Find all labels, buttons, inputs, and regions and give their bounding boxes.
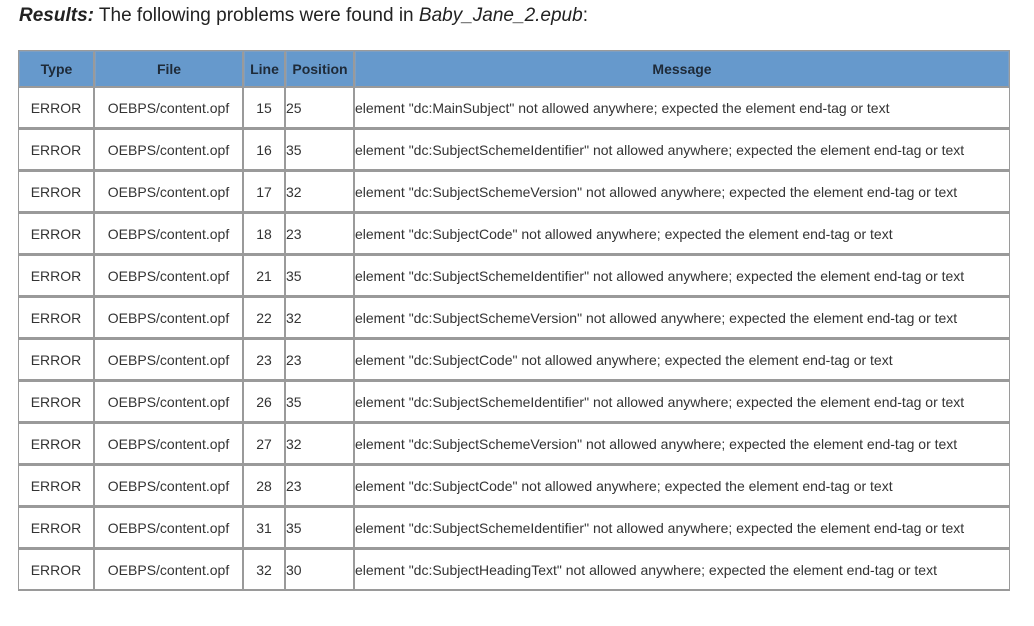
cell-type: ERROR xyxy=(19,88,95,130)
cell-file: OEBPS/content.opf xyxy=(95,88,244,130)
cell-message: element "dc:MainSubject" not allowed anywhere; expected the element end-tag or text xyxy=(355,88,1009,130)
cell-position: 32 xyxy=(286,424,355,466)
epub-filename: Baby_Jane_2.epub xyxy=(418,5,583,26)
table-row xyxy=(19,172,1009,214)
table-row xyxy=(19,550,1009,590)
table-row xyxy=(19,424,1009,466)
cell-file: OEBPS/content.opf xyxy=(95,172,244,214)
cell-file: OEBPS/content.opf xyxy=(95,130,244,172)
cell-message: element "dc:SubjectSchemeVersion" not allowed anywhere; expected the element end-tag or text xyxy=(355,172,1009,214)
cell-type: ERROR xyxy=(19,130,95,172)
cell-message: element "dc:SubjectCode" not allowed anywhere; expected the element end-tag or text xyxy=(355,466,1009,508)
cell-position: 23 xyxy=(286,466,355,508)
table-row xyxy=(19,466,1009,508)
cell-position: 23 xyxy=(286,340,355,382)
cell-line: 28 xyxy=(244,466,286,508)
cell-line: 16 xyxy=(244,130,286,172)
results-intro-text: The following problems were found in xyxy=(93,5,419,26)
cell-message: element "dc:SubjectSchemeIdentifier" not allowed anywhere; expected the element end-tag or text xyxy=(355,130,1009,172)
cell-position: 25 xyxy=(286,88,355,130)
cell-line: 23 xyxy=(244,340,286,382)
cell-line: 31 xyxy=(244,508,286,550)
results-table xyxy=(18,50,1010,591)
results-colon: : xyxy=(582,5,588,26)
cell-file: OEBPS/content.opf xyxy=(95,256,244,298)
cell-position: 35 xyxy=(286,508,355,550)
table-row xyxy=(19,508,1009,550)
cell-type: ERROR xyxy=(19,298,95,340)
table-row xyxy=(19,382,1009,424)
cell-file: OEBPS/content.opf xyxy=(95,382,244,424)
column-header-type: Type xyxy=(19,51,95,88)
cell-position: 35 xyxy=(286,382,355,424)
cell-position: 32 xyxy=(286,298,355,340)
table-row xyxy=(19,298,1009,340)
cell-message: element "dc:SubjectSchemeIdentifier" not allowed anywhere; expected the element end-tag or text xyxy=(355,508,1009,550)
table-row xyxy=(19,88,1009,130)
table-row xyxy=(19,340,1009,382)
cell-file: OEBPS/content.opf xyxy=(95,508,244,550)
cell-type: ERROR xyxy=(19,550,95,590)
table-row xyxy=(19,130,1009,172)
cell-message: element "dc:SubjectSchemeIdentifier" not allowed anywhere; expected the element end-tag or text xyxy=(355,256,1009,298)
cell-message: element "dc:SubjectCode" not allowed anywhere; expected the element end-tag or text xyxy=(355,214,1009,256)
cell-line: 15 xyxy=(244,88,286,130)
cell-position: 35 xyxy=(286,130,355,172)
table-header-row xyxy=(19,51,1009,88)
cell-position: 32 xyxy=(286,172,355,214)
cell-file: OEBPS/content.opf xyxy=(95,214,244,256)
cell-file: OEBPS/content.opf xyxy=(95,340,244,382)
table-row xyxy=(19,214,1009,256)
cell-message: element "dc:SubjectSchemeVersion" not allowed anywhere; expected the element end-tag or text xyxy=(355,424,1009,466)
cell-type: ERROR xyxy=(19,256,95,298)
cell-line: 27 xyxy=(244,424,286,466)
cell-position: 35 xyxy=(286,256,355,298)
cell-type: ERROR xyxy=(19,508,95,550)
cell-message: element "dc:SubjectSchemeIdentifier" not allowed anywhere; expected the element end-tag or text xyxy=(355,382,1009,424)
cell-file: OEBPS/content.opf xyxy=(95,550,244,590)
cell-position: 23 xyxy=(286,214,355,256)
column-header-file: File xyxy=(95,51,244,88)
cell-line: 18 xyxy=(244,214,286,256)
cell-type: ERROR xyxy=(19,172,95,214)
results-heading xyxy=(19,5,588,27)
cell-line: 17 xyxy=(244,172,286,214)
column-header-message: Message xyxy=(355,51,1009,88)
results-label: Results: xyxy=(19,5,94,26)
cell-message: element "dc:SubjectCode" not allowed anywhere; expected the element end-tag or text xyxy=(355,340,1009,382)
cell-type: ERROR xyxy=(19,424,95,466)
cell-line: 22 xyxy=(244,298,286,340)
cell-line: 26 xyxy=(244,382,286,424)
cell-type: ERROR xyxy=(19,214,95,256)
table-row xyxy=(19,256,1009,298)
cell-position: 30 xyxy=(286,550,355,590)
column-header-line: Line xyxy=(244,51,286,88)
cell-type: ERROR xyxy=(19,466,95,508)
results-table-body xyxy=(19,88,1009,590)
cell-file: OEBPS/content.opf xyxy=(95,466,244,508)
cell-file: OEBPS/content.opf xyxy=(95,424,244,466)
cell-message: element "dc:SubjectHeadingText" not allowed anywhere; expected the element end-tag or text xyxy=(355,550,1009,590)
cell-message: element "dc:SubjectSchemeVersion" not allowed anywhere; expected the element end-tag or text xyxy=(355,298,1009,340)
cell-line: 32 xyxy=(244,550,286,590)
cell-file: OEBPS/content.opf xyxy=(95,298,244,340)
cell-type: ERROR xyxy=(19,340,95,382)
cell-line: 21 xyxy=(244,256,286,298)
column-header-position: Position xyxy=(286,51,355,88)
cell-type: ERROR xyxy=(19,382,95,424)
